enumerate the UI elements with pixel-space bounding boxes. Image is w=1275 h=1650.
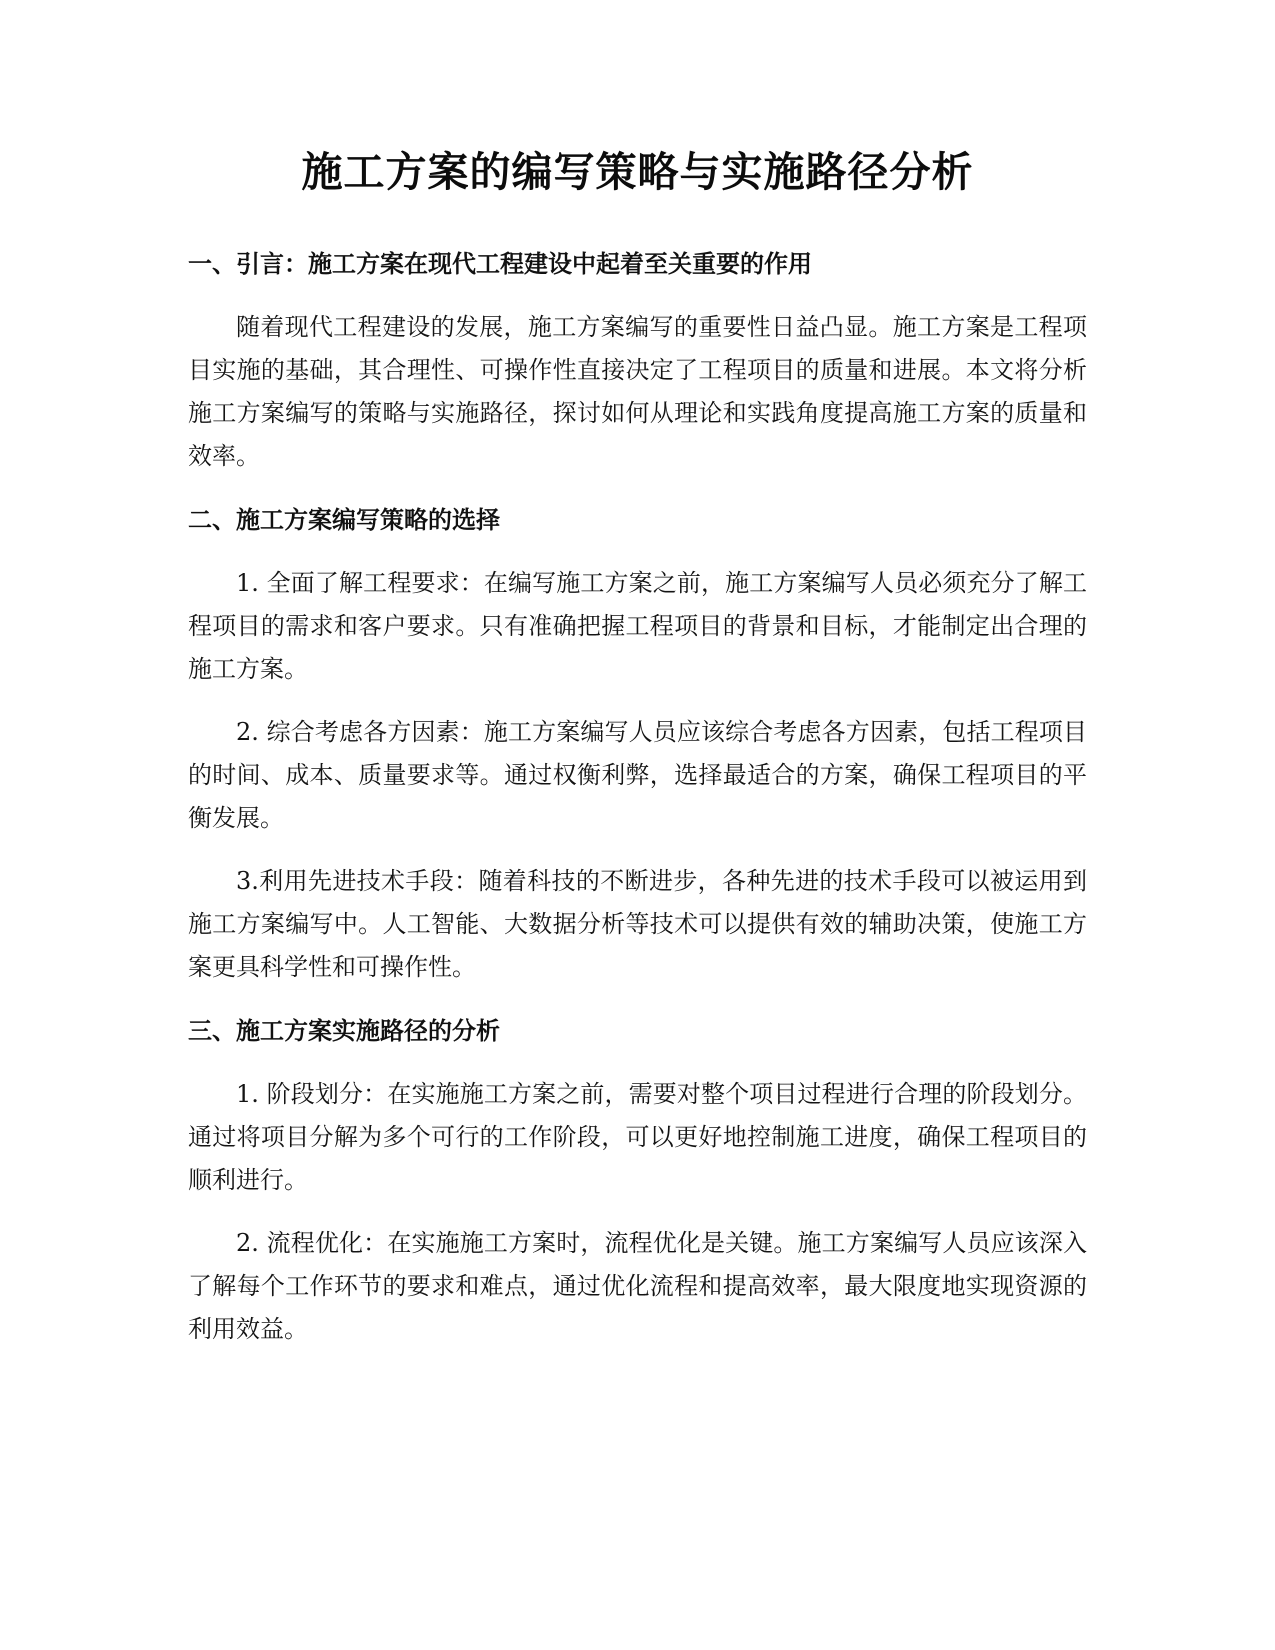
document-body <box>188 140 1087 1351</box>
implementation-paragraph-2: 2. 流程优化：在实施施工方案时，流程优化是关键。施工方案编写人员应该深入了解每个工作环节的要求和难点，通过优化流程和提高效率，最大限度地实现资源的利用效益。 <box>188 1229 1087 1343</box>
implementation-paragraph-1: 1. 阶段划分：在实施施工方案之前，需要对整个项目过程进行合理的阶段划分。通过将项目分解为多个可行的工作阶段，可以更好地控制施工进度，确保工程项目的顺利进行。 <box>188 1080 1087 1194</box>
section-heading-implementation-path: 三、施工方案实施路径的分析 <box>188 1017 500 1045</box>
strategy-paragraph-1: 1. 全面了解工程要求：在编写施工方案之前，施工方案编写人员必须充分了解工程项目的需求和客户要求。只有准确把握工程项目的背景和目标，才能制定出合理的施工方案。 <box>188 569 1087 683</box>
introduction-paragraph: 随着现代工程建设的发展，施工方案编写的重要性日益凸显。施工方案是工程项目实施的基础，其合理性、可操作性直接决定了工程项目的质量和进展。本文将分析施工方案编写的策略与实施路径，探讨如何从理论和实践角度提高施工方案的质量和效率。 <box>188 313 1087 470</box>
strategy-paragraph-2: 2. 综合考虑各方因素：施工方案编写人员应该综合考虑各方因素，包括工程项目的时间、成本、质量要求等。通过权衡利弊，选择最适合的方案，确保工程项目的平衡发展。 <box>188 718 1087 832</box>
document-title: 施工方案的编写策略与实施路径分析 <box>301 148 974 196</box>
section-heading-writing-strategy: 二、施工方案编写策略的选择 <box>188 506 500 534</box>
section-heading-introduction: 一、引言：施工方案在现代工程建设中起着至关重要的作用 <box>188 250 812 278</box>
strategy-paragraph-3: 3.利用先进技术手段：随着科技的不断进步，各种先进的技术手段可以被运用到施工方案编写中。人工智能、大数据分析等技术可以提供有效的辅助决策，使施工方案更具科学性和可操作性。 <box>188 867 1087 981</box>
